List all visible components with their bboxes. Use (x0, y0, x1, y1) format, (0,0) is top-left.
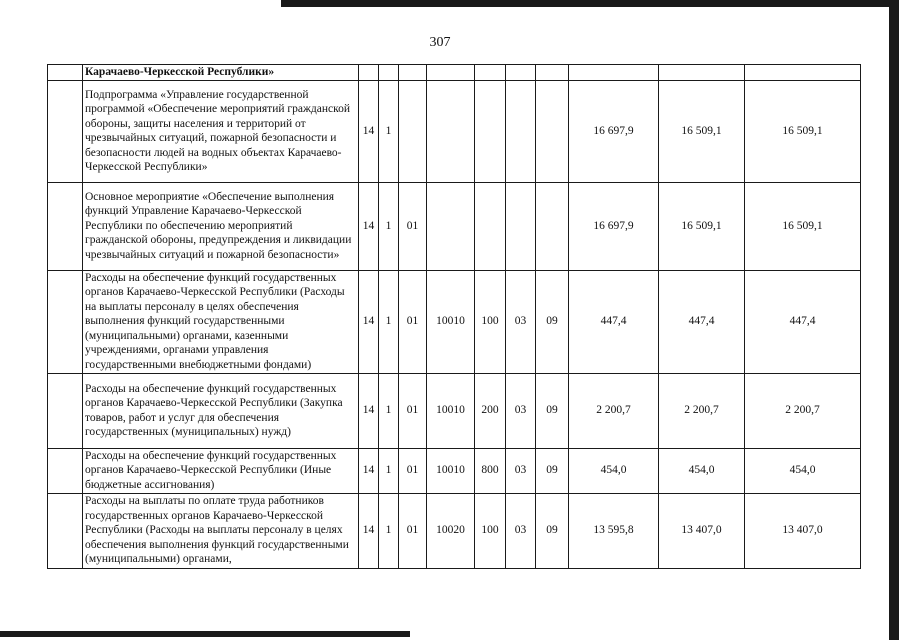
table-row (48, 373, 861, 448)
code-direction: 10010 (427, 448, 475, 493)
code-subsection: 09 (536, 448, 569, 493)
table-row (48, 182, 861, 270)
table-cell (48, 65, 83, 81)
code-program: 1 (379, 80, 399, 182)
code-activity: 01 (399, 493, 427, 568)
amount-year-3: 16 509,1 (745, 182, 861, 270)
code-activity (399, 80, 427, 182)
code-program: 1 (379, 270, 399, 373)
code-program: 1 (379, 182, 399, 270)
code-activity: 01 (399, 182, 427, 270)
code-ministry: 14 (359, 80, 379, 182)
blank-cell (48, 80, 83, 182)
code-direction: 10010 (427, 270, 475, 373)
code-expense-type: 100 (475, 493, 506, 568)
table-cell (745, 65, 861, 81)
table-cell (659, 65, 745, 81)
code-direction: 10010 (427, 373, 475, 448)
code-expense-type (475, 80, 506, 182)
row-description: Расходы на обеспечение функций государственных органов Карачаево-Черкесской Республики (Расходы на выплаты персоналу в целях обеспечения выполнения функций государственными (муниципальными) органами, казенными учреждениями, органами управления государственными внебюджетными фондами) (83, 270, 359, 373)
table-row (48, 270, 861, 373)
code-subsection: 09 (536, 373, 569, 448)
code-subsection: 09 (536, 270, 569, 373)
amount-year-1: 16 697,9 (569, 182, 659, 270)
code-subsection (536, 80, 569, 182)
scan-edge-top (281, 0, 899, 7)
code-expense-type (475, 182, 506, 270)
amount-year-3: 447,4 (745, 270, 861, 373)
table-cell (399, 65, 427, 81)
code-ministry: 14 (359, 182, 379, 270)
code-activity: 01 (399, 270, 427, 373)
blank-cell (48, 373, 83, 448)
table-row (48, 448, 861, 493)
code-section (506, 182, 536, 270)
amount-year-2: 447,4 (659, 270, 745, 373)
code-activity: 01 (399, 448, 427, 493)
amount-year-3: 13 407,0 (745, 493, 861, 568)
budget-table (47, 64, 861, 569)
scan-edge-bottom (0, 631, 410, 637)
table-cell (569, 65, 659, 81)
code-activity: 01 (399, 373, 427, 448)
code-direction: 10020 (427, 493, 475, 568)
row-description: Расходы на обеспечение функций государственных органов Карачаево-Черкесской Республики (Закупка товаров, работ и услуг для обеспечения государственных (муниципальных) нужд) (83, 373, 359, 448)
table-cell (427, 65, 475, 81)
blank-cell (48, 270, 83, 373)
row-description: Расходы на обеспечение функций государственных органов Карачаево-Черкесской Республики (Иные бюджетные ассигнования) (83, 448, 359, 493)
code-expense-type: 800 (475, 448, 506, 493)
code-ministry: 14 (359, 373, 379, 448)
amount-year-3: 2 200,7 (745, 373, 861, 448)
amount-year-1: 13 595,8 (569, 493, 659, 568)
page-number: 307 (429, 35, 451, 50)
table-cell (536, 65, 569, 81)
blank-cell (48, 493, 83, 568)
amount-year-2: 16 509,1 (659, 80, 745, 182)
code-ministry: 14 (359, 270, 379, 373)
code-program: 1 (379, 448, 399, 493)
amount-year-1: 16 697,9 (569, 80, 659, 182)
code-ministry: 14 (359, 448, 379, 493)
code-section: 03 (506, 373, 536, 448)
table-row (48, 80, 861, 182)
amount-year-1: 454,0 (569, 448, 659, 493)
amount-year-3: 454,0 (745, 448, 861, 493)
code-ministry: 14 (359, 493, 379, 568)
continuation-row (48, 65, 861, 81)
row-description: Основное мероприятие «Обеспечение выполнения функций Управление Карачаево-Черкесской Республики по обеспечению мероприятий гражданской обороны, предупреждения и ликвидации чрезвычайных ситуаций и пожарной безопасности» (83, 182, 359, 270)
code-subsection: 09 (536, 493, 569, 568)
amount-year-2: 2 200,7 (659, 373, 745, 448)
code-expense-type: 200 (475, 373, 506, 448)
code-section: 03 (506, 270, 536, 373)
amount-year-2: 454,0 (659, 448, 745, 493)
code-section (506, 80, 536, 182)
code-section: 03 (506, 493, 536, 568)
row-description: Подпрограмма «Управление государственной программой «Обеспечение мероприятий гражданской обороны, защиты населения и территорий от чрезвычайных ситуаций, пожарной безопасности и безопасности людей на водных объектах Карачаево-Черкесской Республики» (83, 80, 359, 182)
amount-year-1: 2 200,7 (569, 373, 659, 448)
amount-year-2: 13 407,0 (659, 493, 745, 568)
row-description: Расходы на выплаты по оплате труда работников государственных органов Карачаево-Черкесской Республики (Расходы на выплаты персоналу в целях обеспечения выполнения функций государственными (муниципальными) органами, (83, 493, 359, 568)
blank-cell (48, 448, 83, 493)
code-section: 03 (506, 448, 536, 493)
code-subsection (536, 182, 569, 270)
code-direction (427, 182, 475, 270)
code-expense-type: 100 (475, 270, 506, 373)
amount-year-3: 16 509,1 (745, 80, 861, 182)
scan-edge-right (889, 0, 899, 640)
continuation-heading: Карачаево-Черкесской Республики» (83, 65, 359, 81)
code-direction (427, 80, 475, 182)
amount-year-2: 16 509,1 (659, 182, 745, 270)
table-cell (379, 65, 399, 81)
code-program: 1 (379, 493, 399, 568)
table-cell (506, 65, 536, 81)
code-program: 1 (379, 373, 399, 448)
table-cell (475, 65, 506, 81)
amount-year-1: 447,4 (569, 270, 659, 373)
table-cell (359, 65, 379, 81)
table-row (48, 493, 861, 568)
blank-cell (48, 182, 83, 270)
